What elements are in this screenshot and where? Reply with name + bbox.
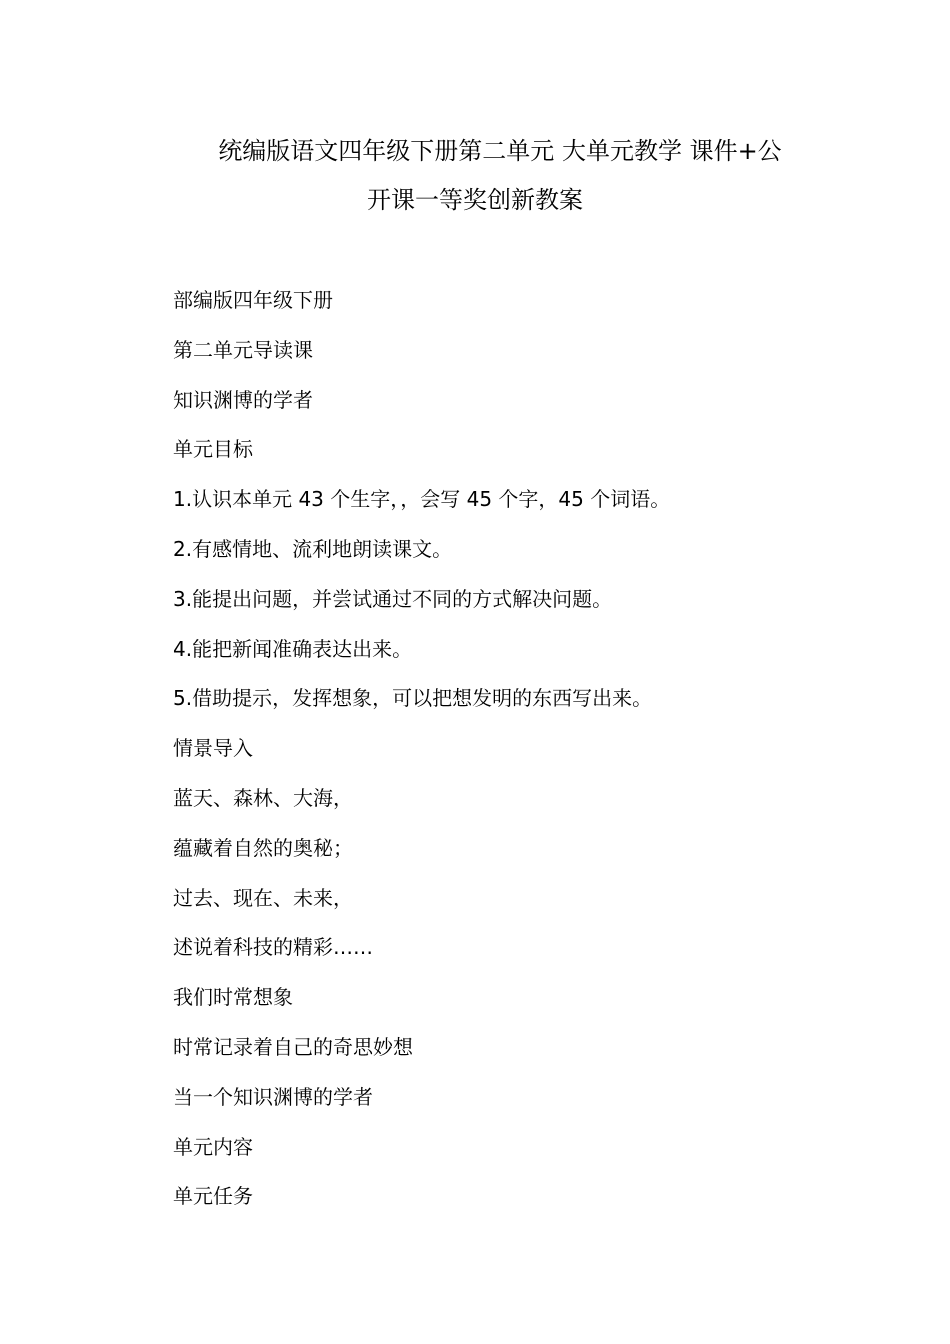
section-heading-unit-content: 单元内容 bbox=[173, 1134, 253, 1159]
section-heading-unit-goals: 单元目标 bbox=[173, 437, 253, 462]
goal-item-4: 4.能把新闻准确表达出来。 bbox=[173, 636, 413, 661]
section-heading-unit-tasks: 单元任务 bbox=[173, 1184, 253, 1209]
section-heading-scene-intro: 情景导入 bbox=[173, 736, 253, 761]
poem-line-2: 蕴藏着自然的奥秘； bbox=[173, 835, 353, 860]
poem-line-4: 述说着科技的精彩…… bbox=[173, 935, 373, 960]
poem-line-5: 我们时常想象 bbox=[173, 985, 293, 1010]
paragraph-unit-intro-lesson: 第二单元导读课 bbox=[173, 337, 313, 362]
goal-item-3: 3.能提出问题，并尝试通过不同的方式解决问题。 bbox=[173, 586, 613, 611]
goal-item-2: 2.有感情地、流利地朗读课文。 bbox=[173, 536, 453, 561]
paragraph-unit-theme: 知识渊博的学者 bbox=[173, 387, 313, 412]
poem-line-6: 时常记录着自己的奇思妙想 bbox=[173, 1034, 413, 1059]
goal-item-1: 1.认识本单元 43 个生字，，会写 45 个字，45 个词语。 bbox=[173, 487, 671, 512]
document-title-line-2: 开课一等奖创新教案 bbox=[367, 186, 583, 214]
poem-line-7: 当一个知识渊博的学者 bbox=[173, 1084, 373, 1109]
poem-line-1: 蓝天、森林、大海， bbox=[173, 785, 353, 810]
paragraph-textbook: 部编版四年级下册 bbox=[173, 288, 333, 312]
poem-line-3: 过去、现在、未来， bbox=[173, 885, 353, 910]
document-body bbox=[173, 285, 873, 1231]
document-title-line-1: 统编版语文四年级下册第二单元 大单元教学 课件+公 bbox=[218, 137, 782, 165]
goal-item-5: 5.借助提示，发挥想象，可以把想发明的东西写出来。 bbox=[173, 686, 653, 711]
